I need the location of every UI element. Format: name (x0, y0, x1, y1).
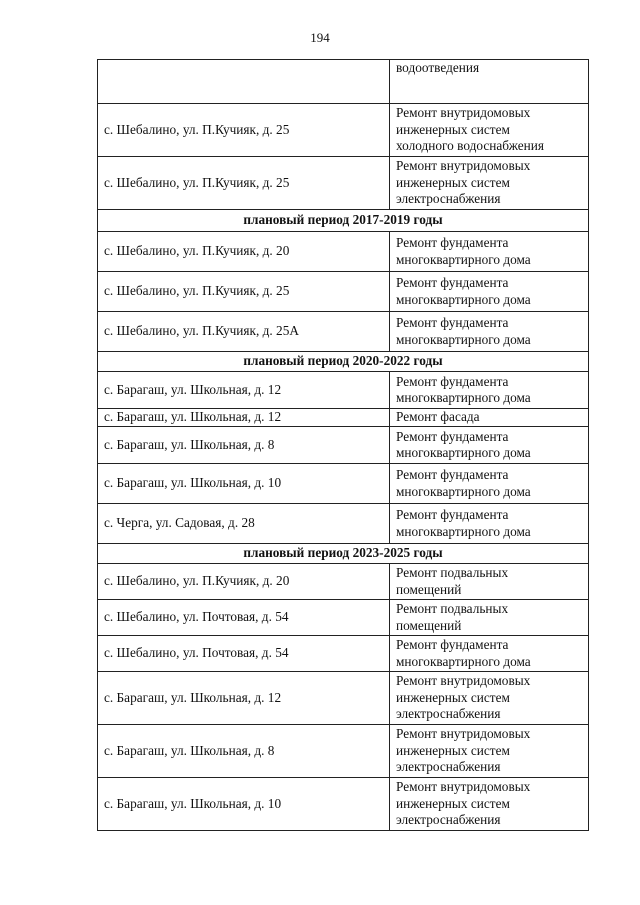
work-type-text: Ремонт внутридомовых инженерных систем электроснабжения (396, 779, 531, 828)
address-cell: с. Шебалино, ул. Почтовая, д. 54 (98, 636, 390, 672)
section-header: плановый период 2023-2025 годы (98, 544, 589, 564)
table-row (98, 672, 589, 725)
work-type-cell (390, 778, 589, 831)
table-row (98, 778, 589, 831)
work-type-cell (390, 564, 589, 600)
work-type-cell (390, 272, 589, 312)
work-type-cell (390, 372, 589, 409)
work-type-cell (390, 636, 589, 672)
address-cell: с. Шебалино, ул. П.Кучияк, д. 20 (98, 564, 390, 600)
work-type-text: Ремонт подвальных помещений (396, 565, 509, 597)
repair-schedule-table (97, 59, 589, 831)
work-type-text: Ремонт фундамента многоквартирного дома (396, 637, 531, 669)
address-cell: с. Барагаш, ул. Школьная, д. 8 (98, 725, 390, 778)
work-type-cell (390, 600, 589, 636)
table-row (98, 104, 589, 157)
address-cell: с. Барагаш, ул. Школьная, д. 12 (98, 409, 390, 427)
address-cell (98, 60, 390, 104)
table-row (98, 372, 589, 409)
work-type-cell (390, 409, 589, 427)
table-row (98, 427, 589, 464)
work-type-text: Ремонт подвальных помещений (396, 601, 509, 633)
work-type-cell (390, 232, 589, 272)
work-type-cell (390, 312, 589, 352)
work-type-text: Ремонт внутридомовых инженерных систем электроснабжения (396, 726, 531, 775)
work-type-cell (390, 725, 589, 778)
table-row (98, 564, 589, 600)
work-type-cell (390, 104, 589, 157)
work-type-text: Ремонт внутридомовых инженерных систем холодного водоснабжения (396, 105, 544, 154)
address-cell: с. Шебалино, ул. П.Кучияк, д. 25 (98, 272, 390, 312)
address-cell: с. Шебалино, ул. Почтовая, д. 54 (98, 600, 390, 636)
table-row (98, 409, 589, 427)
address-cell: с. Барагаш, ул. Школьная, д. 8 (98, 427, 390, 464)
section-header-row (98, 352, 589, 372)
address-cell: с. Черга, ул. Садовая, д. 28 (98, 504, 390, 544)
work-type-text: Ремонт фундамента многоквартирного дома (396, 507, 531, 539)
table-row (98, 60, 589, 104)
address-cell: с. Шебалино, ул. П.Кучияк, д. 25А (98, 312, 390, 352)
table-row (98, 157, 589, 210)
work-type-text: Ремонт фундамента многоквартирного дома (396, 235, 531, 267)
address-cell: с. Шебалино, ул. П.Кучияк, д. 25 (98, 104, 390, 157)
section-header: плановый период 2020-2022 годы (98, 352, 589, 372)
address-cell: с. Барагаш, ул. Школьная, д. 10 (98, 778, 390, 831)
table-row (98, 272, 589, 312)
section-header-row (98, 544, 589, 564)
address-cell: с. Шебалино, ул. П.Кучияк, д. 20 (98, 232, 390, 272)
address-cell: с. Барагаш, ул. Школьная, д. 12 (98, 672, 390, 725)
work-type-cell (390, 504, 589, 544)
table-row (98, 464, 589, 504)
work-type-text: водоотведения (396, 60, 480, 75)
page-number: 194 (310, 30, 330, 45)
work-type-text: Ремонт внутридомовых инженерных систем электроснабжения (396, 673, 531, 722)
work-type-cell (390, 157, 589, 210)
table-row (98, 636, 589, 672)
table-row (98, 600, 589, 636)
address-cell: с. Барагаш, ул. Школьная, д. 12 (98, 372, 390, 409)
table-row (98, 312, 589, 352)
work-type-text: Ремонт фасада (396, 409, 480, 425)
work-type-text: Ремонт фундамента многоквартирного дома (396, 467, 531, 499)
work-type-text: Ремонт фундамента многоквартирного дома (396, 428, 531, 460)
table-row (98, 725, 589, 778)
section-header-row (98, 210, 589, 232)
work-type-cell (390, 427, 589, 464)
work-type-text: Ремонт внутридомовых инженерных систем электроснабжения (396, 158, 531, 207)
work-type-text: Ремонт фундамента многоквартирного дома (396, 373, 531, 405)
work-type-text: Ремонт фундамента многоквартирного дома (396, 275, 531, 307)
section-header: плановый период 2017-2019 годы (98, 210, 589, 232)
table-row (98, 504, 589, 544)
work-type-cell (390, 672, 589, 725)
address-cell: с. Шебалино, ул. П.Кучияк, д. 25 (98, 157, 390, 210)
table-body (98, 60, 589, 831)
work-type-cell (390, 464, 589, 504)
address-cell: с. Барагаш, ул. Школьная, д. 10 (98, 464, 390, 504)
table-row (98, 232, 589, 272)
work-type-cell (390, 60, 589, 104)
work-type-text: Ремонт фундамента многоквартирного дома (396, 315, 531, 347)
